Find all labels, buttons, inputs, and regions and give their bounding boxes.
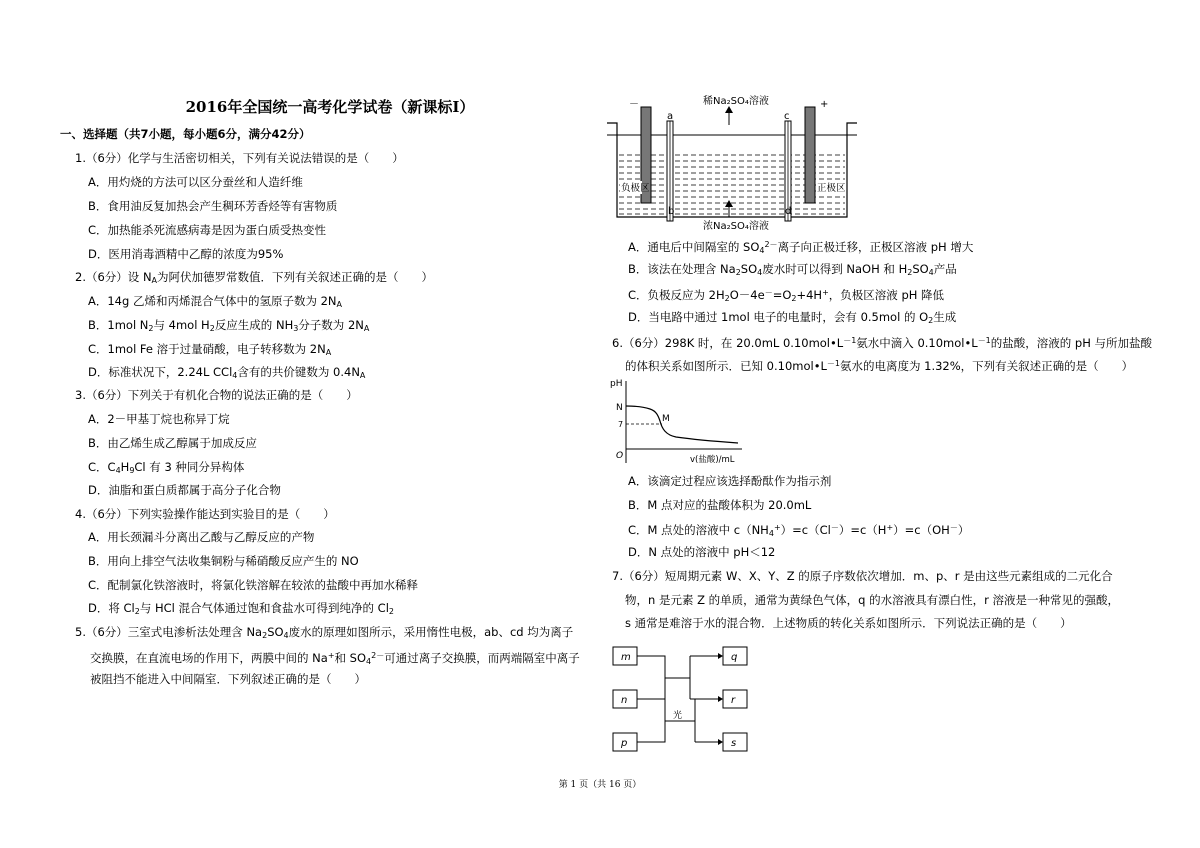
n-label: N	[616, 403, 623, 413]
q3-option-a: A．2－甲基丁烷也称异丁烷	[88, 412, 230, 426]
q2-option-b: B．1mol $N_2$与 4mol $H_2$反应生成的 $NH_3$分子数为 $2N_A$	[88, 318, 370, 333]
q2-option-a: A．14g 乙烯和丙烯混合气体中的氢原子数为 $2N_A$	[88, 294, 343, 309]
q7-stem-line3: s 通常是难溶于水的混合物．上述物质的转化关系如图所示．下列说法正确的是（ ）	[625, 616, 1072, 630]
q5-stem-line3: 被阻挡不能进入中间隔室．下列叙述正确的是（ ）	[90, 672, 366, 686]
q1-option-d: D．医用消毒酒精中乙醇的浓度为95%	[88, 247, 284, 261]
q4-option-a: A．用长颈漏斗分离出乙酸与乙醇反应的产物	[88, 530, 315, 544]
q2-option-c: C．1mol Fe 溶于过量硝酸，电子转移数为 $2N_A$	[88, 342, 332, 357]
q5-option-c: C．负极反应为 $2H_2O-4e^-=O_2+4H^+$，负极区溶液 pH 降低	[628, 288, 945, 303]
light-label: 光	[673, 711, 683, 721]
q4-option-c: C．配制氯化铁溶液时，将氯化铁溶解在较浓的盐酸中再加水稀释	[88, 578, 419, 592]
q1-option-a: A．用灼烧的方法可以区分蚕丝和人造纤维	[88, 175, 303, 189]
q5-option-d: D．当电路中通过 1mol 电子的电量时，会有 0.5mol 的 $O_2$生成	[628, 310, 957, 325]
label-q: q	[731, 652, 738, 663]
q6-option-b: B．M 点对应的盐酸体积为 20.0mL	[628, 498, 812, 512]
x-axis-label: v(盐酸)/mL	[690, 455, 735, 465]
label-n: n	[621, 695, 628, 706]
q6-stem-line1: 6.（6分）298K 时，在 20.0mL $0.10mol•L^{-1}$氨水中滴入 $0.10mol•L^{-1}$的盐酸，溶液的 pH 与所加盐酸	[612, 336, 1153, 350]
arrow-to-s-icon	[718, 739, 723, 745]
q3-stem: 3.（6分）下列关于有机化合物的说法正确的是（ ）	[75, 388, 358, 402]
up-arrow-bottom-icon	[725, 200, 733, 207]
q2-option-d: D．标准状况下，2.24L CCl$_4$含有的共价键数为 $0.4N_A$	[88, 365, 366, 380]
q3-option-b: B．由乙烯生成乙醇属于加成反应	[88, 436, 257, 450]
arrow-to-q-icon	[718, 653, 723, 659]
q4-stem: 4.（6分）下列实验操作能达到实验目的是（ ）	[75, 507, 335, 521]
q7-stem-line1: 7.（6分）短周期元素 W、X、Y、Z 的原子序数依次增加．m、p、r 是由这些元素组成的二元化合	[612, 569, 1113, 583]
q3-option-c: C．$C_4H_9Cl$ 有 3 种同分异构体	[88, 460, 245, 475]
q5-stem-line1: 5.（6分）三室式电渗析法处理含 $Na_2SO_4$废水的原理如图所示，采用惰性电极，ab、cd 均为离子	[75, 625, 574, 640]
page-title: 2016年全国统一高考化学试卷（新课标Ⅰ）	[185, 98, 475, 116]
y-axis-label: pH	[610, 379, 623, 389]
q5-option-a: A．通电后中间隔室的 $SO_4^{2-}$离子向正极迁移，正极区溶液 pH 增大	[628, 240, 974, 255]
seven-label: 7	[618, 420, 624, 429]
label-m: m	[621, 652, 631, 663]
q6-option-a: A．该滴定过程应该选择酚酞作为指示剂	[628, 474, 832, 488]
label-d: d	[785, 206, 792, 217]
negative-region-label: 负极区	[621, 183, 650, 194]
q4-option-b: B．用向上排空气法收集铜粉与稀硝酸反应产生的 NO	[88, 554, 359, 568]
q7-stem-line2: 物，n 是元素 Z 的单质，通常为黄绿色气体，q 的水溶液具有漂白性，r 溶液是一种常见的强酸，	[625, 593, 1119, 607]
q1-option-c: C．加热能杀死流感病毒是因为蛋白质受热变性	[88, 223, 327, 237]
positive-electrode	[805, 107, 815, 203]
q5-option-b: B．该法在处理含 $Na_2SO_4$废水时可以得到 NaOH 和 $H_2SO_4$产品	[628, 262, 957, 277]
q3-option-d: D．油脂和蛋白质都属于高分子化合物	[88, 483, 281, 497]
label-b: b	[668, 206, 675, 217]
label-r: r	[731, 695, 736, 706]
electrodialysis-diagram	[605, 95, 860, 232]
up-arrow-top-icon	[725, 106, 733, 113]
m-label: M	[662, 414, 670, 424]
concentrated-solution-label: 浓Na₂SO₄溶液	[703, 221, 769, 232]
q1-option-b: B．食用油反复加热会产生稠环芳香烃等有害物质	[88, 199, 338, 213]
dilute-solution-label: 稀Na₂SO₄溶液	[703, 96, 769, 107]
q6-option-d: D．N 点处的溶液中 pH＜12	[628, 545, 776, 559]
q6-stem-line2: 的体积关系如图所示．已知 $0.10mol•L^{-1}$氨水的电离度为 1.32%，下列有关叙述正确的是（ ）	[625, 359, 1134, 373]
label-a: a	[667, 111, 674, 122]
arrow-to-r-icon	[718, 696, 723, 702]
q2-stem: 2.（6分）设 $N_A$为阿伏加德罗常数值．下列有关叙述正确的是（ ）	[75, 270, 434, 285]
titration-curve	[626, 406, 738, 443]
q1-stem: 1.（6分）化学与生活密切相关，下列有关说法错误的是（ ）	[75, 151, 404, 165]
positive-region-label: 正极区	[817, 183, 846, 194]
conversion-diagram	[610, 643, 760, 758]
label-s: s	[731, 738, 737, 749]
origin-label: O	[616, 451, 624, 461]
q5-stem-line2: 交换膜，在直流电场的作用下，两膜中间的 Na+和 $SO_4^{2-}$可通过离子交换膜，而两端隔室中离子	[90, 651, 580, 666]
label-c: c	[784, 111, 790, 122]
label-p: p	[621, 738, 628, 749]
minus-sign: －	[629, 99, 639, 110]
connector-mn	[637, 656, 665, 699]
page-footer: 第 1 页（共 16 页）	[558, 780, 642, 790]
plus-sign: +	[820, 99, 829, 110]
section-heading: 一、选择题（共7小题，每小题6分，满分42分）	[60, 127, 311, 141]
q6-option-c: C．M 点处的溶液中 $c(NH_4^+)=c(Cl^-)=c(H^+)=c(OH^-)$	[628, 523, 970, 538]
q4-option-d: D．将 $Cl_2$与 HCl 混合气体通过饱和食盐水可得到纯净的 $Cl_2$	[88, 601, 394, 616]
titration-graph	[610, 377, 745, 465]
connector-np	[637, 699, 665, 742]
